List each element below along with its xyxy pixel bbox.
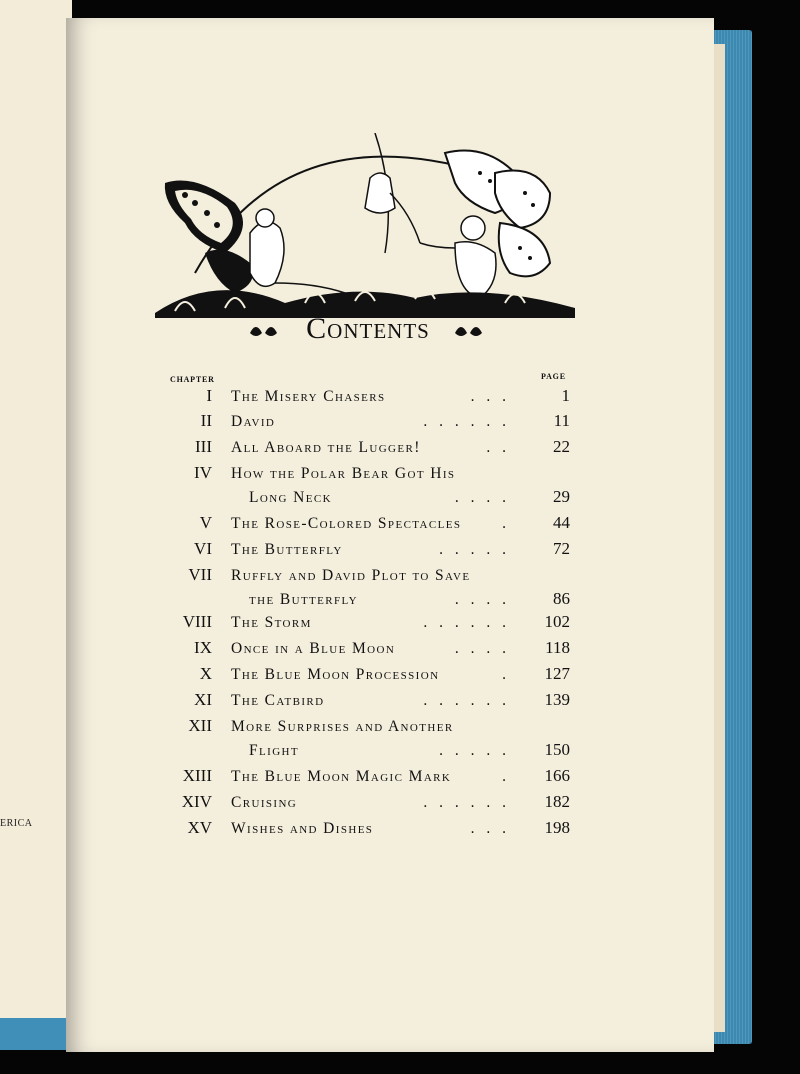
chapter-title: The Blue Moon Magic Mark	[231, 768, 452, 785]
leader-dots: .	[502, 768, 510, 785]
chapter-title: How the Polar Bear Got His	[231, 465, 456, 482]
toc-entry	[150, 539, 570, 563]
chapter-title: Ruffly and David Plot to Save	[231, 567, 471, 584]
chapter-title: Once in a Blue Moon	[231, 640, 396, 657]
page-number: 29	[553, 487, 570, 506]
chapter-title-continued: Flight	[249, 742, 300, 759]
chapter-number: III	[195, 437, 212, 456]
chapter-number: VIII	[182, 612, 212, 631]
page-number: 86	[553, 589, 570, 608]
leader-dots: . . .	[470, 388, 510, 405]
page-number: 139	[544, 690, 570, 709]
leader-dots: . . . . .	[439, 742, 510, 759]
toc-entry	[150, 638, 570, 662]
chapter-title: More Surprises and Another	[231, 718, 454, 735]
toc-entry	[150, 463, 570, 513]
toc-entry	[150, 612, 570, 636]
toc-entry	[150, 664, 570, 688]
chapter-title: The Rose-Colored Spectacles	[231, 515, 462, 532]
page-number: 182	[544, 792, 570, 811]
leader-dots: . . .	[470, 820, 510, 837]
toc-entry	[150, 716, 570, 766]
chapter-title: All Aboard the Lugger!	[231, 439, 421, 456]
page-number: 72	[553, 539, 570, 558]
chapter-number: II	[200, 411, 212, 430]
chapter-number: XIII	[182, 766, 212, 785]
page-number: 198	[544, 818, 570, 837]
chapter-title: The Blue Moon Procession	[231, 666, 440, 683]
chapter-number: VII	[188, 565, 212, 584]
toc-entry	[150, 411, 570, 435]
contents-heading: Contents	[306, 312, 430, 345]
chapter-column-header: CHAPTER	[170, 375, 215, 384]
leader-dots: .	[502, 666, 510, 683]
chapter-title: Wishes and Dishes	[231, 820, 374, 837]
chapter-number: XV	[187, 818, 212, 837]
page-number: 22	[553, 437, 570, 456]
chapter-title: The Catbird	[231, 692, 325, 709]
chapter-title: The Storm	[231, 614, 312, 631]
page-number: 102	[544, 612, 570, 631]
page-number: 166	[544, 766, 570, 785]
toc-entry	[150, 792, 570, 816]
leader-dots: . . . . . .	[423, 794, 510, 811]
chapter-number: I	[206, 386, 212, 405]
chapter-number: VI	[194, 539, 212, 558]
chapter-number: IX	[194, 638, 212, 657]
page-number: 1	[561, 386, 570, 405]
toc-entry	[150, 565, 570, 615]
chapter-title-continued: Long Neck	[249, 489, 332, 506]
toc-entry	[150, 513, 570, 537]
leader-dots: . . . . .	[439, 541, 510, 558]
leader-dots: . . . . . .	[423, 614, 510, 631]
page-number: 44	[553, 513, 570, 532]
left-page-text: ERICA	[0, 818, 33, 829]
leader-dots: . . . .	[454, 591, 510, 608]
page-column-header: PAGE	[541, 372, 566, 381]
chapter-title-continued: the Butterfly	[249, 591, 358, 608]
chapter-number: XI	[194, 690, 212, 709]
leader-dots: . . . . . .	[423, 413, 510, 430]
leader-dots: . . . .	[454, 489, 510, 506]
page-number: 118	[545, 638, 570, 657]
chapter-number: XIV	[181, 792, 212, 811]
toc-entry	[150, 818, 570, 842]
toc-entry	[150, 386, 570, 410]
chapter-number: IV	[194, 463, 212, 482]
toc-entry	[150, 437, 570, 461]
page-number: 127	[544, 664, 570, 683]
chapter-title: David	[231, 413, 276, 430]
leader-dots: . . . . . .	[423, 692, 510, 709]
leader-dots: . . . .	[454, 640, 510, 657]
toc-entry	[150, 766, 570, 790]
chapter-number: V	[199, 513, 212, 532]
chapter-title: The Butterfly	[231, 541, 343, 558]
chapter-number: XII	[188, 716, 212, 735]
page-number: 11	[553, 411, 570, 430]
page-number: 150	[544, 740, 570, 759]
toc-entry	[150, 690, 570, 714]
chapter-number: X	[199, 664, 212, 683]
chapter-title: The Misery Chasers	[231, 388, 386, 405]
leader-dots: .	[502, 515, 510, 532]
leader-dots: . .	[486, 439, 510, 456]
chapter-title: Cruising	[231, 794, 298, 811]
